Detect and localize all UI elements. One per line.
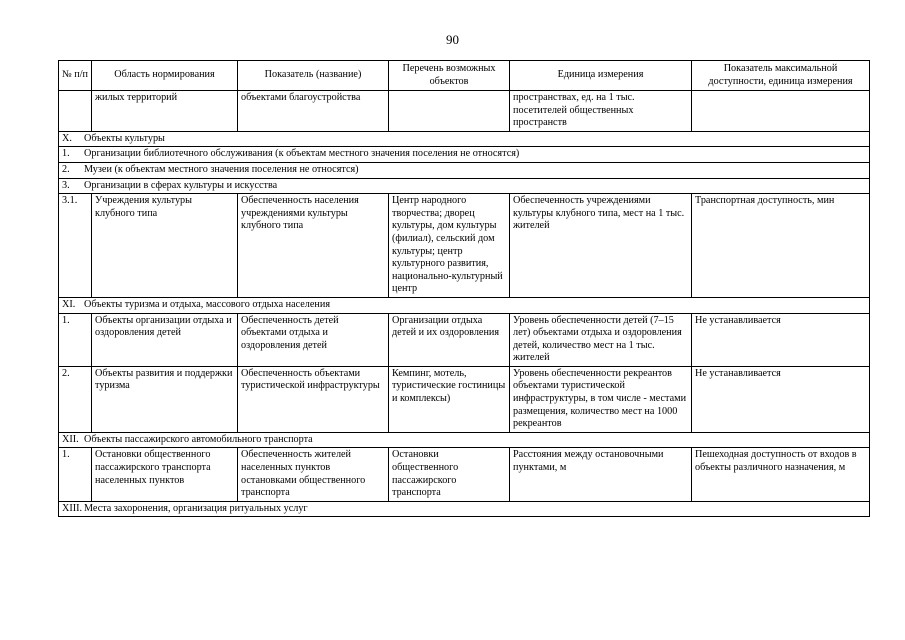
cell-num: 1. xyxy=(59,448,92,501)
cell-indicator: Обеспеченность населения учреждениями культуры клубного типа xyxy=(238,194,389,298)
section-title: Музеи (к объектам местного значения поселения не относятся) xyxy=(84,163,359,175)
page-number: 90 xyxy=(446,32,459,47)
cell-num: 3.1. xyxy=(59,194,92,298)
table-row xyxy=(59,194,870,298)
standards-table xyxy=(58,60,870,517)
table-row xyxy=(59,313,870,366)
header-objects: Перечень возможных объектов xyxy=(389,61,510,91)
cell-unit: Уровень обеспеченности рекреантов объектами туристической инфраструктуры, в том числе - местами размещения, количество мест на 1000 рекреантов xyxy=(510,366,692,432)
cell-max-indicator: Транспортная доступность, мин xyxy=(692,194,870,298)
section-row xyxy=(59,178,870,194)
section-number: X. xyxy=(62,132,72,144)
cell-num xyxy=(59,91,92,132)
section-title: Организации библиотечного обслуживания (к объектам местного значения поселения не относятся) xyxy=(84,148,520,160)
section-title: Объекты туризма и отдыха, массового отдыха населения xyxy=(84,298,330,310)
cell-area: Учреждения культуры клубного типа xyxy=(92,194,238,298)
table-row xyxy=(59,448,870,501)
section-number: XI. xyxy=(62,298,76,310)
cell-objects: Организации отдыха детей и их оздоровления xyxy=(389,313,510,366)
section-number: XIII. xyxy=(62,502,83,514)
section-cell xyxy=(59,178,870,194)
header-max-indicator: Показатель максимальной доступности, единица измерения xyxy=(692,61,870,91)
cell-indicator: Обеспеченность жителей населенных пунктов остановками общественного транспорта xyxy=(238,448,389,501)
cell-objects: Остановки общественного пассажирского транспорта xyxy=(389,448,510,501)
section-title: Места захоронения, организация ритуальных услуг xyxy=(84,502,308,514)
table-row xyxy=(59,91,870,132)
header-indicator: Показатель (название) xyxy=(238,61,389,91)
cell-objects xyxy=(389,91,510,132)
section-cell xyxy=(59,162,870,178)
section-row xyxy=(59,131,870,147)
section-row xyxy=(59,162,870,178)
section-row xyxy=(59,147,870,163)
section-title: Объекты пассажирского автомобильного транспорта xyxy=(84,433,313,445)
cell-objects: Кемпинг, мотель, туристические гостиницы и комплексы) xyxy=(389,366,510,432)
cell-area: Объекты организации отдыха и оздоровления детей xyxy=(92,313,238,366)
cell-max-indicator: Пешеходная доступность от входов в объекты различного назначения, м xyxy=(692,448,870,501)
section-cell xyxy=(59,147,870,163)
cell-area: Объекты развития и поддержки туризма xyxy=(92,366,238,432)
section-title: Объекты культуры xyxy=(84,132,165,144)
cell-area: жилых территорий xyxy=(92,91,238,132)
cell-unit: Обеспеченность учреждениями культуры клубного типа, мест на 1 тыс. жителей xyxy=(510,194,692,298)
cell-unit: Расстояния между остановочными пунктами, м xyxy=(510,448,692,501)
section-number: 3. xyxy=(62,179,70,191)
header-num: № п/п xyxy=(59,61,92,91)
cell-num: 1. xyxy=(59,313,92,366)
section-row xyxy=(59,432,870,448)
section-cell xyxy=(59,501,870,517)
section-number: 1. xyxy=(62,148,70,160)
cell-unit: пространствах, ед. на 1 тыс. посетителей общественных пространств xyxy=(510,91,692,132)
table-header-row xyxy=(59,61,870,91)
section-cell xyxy=(59,432,870,448)
cell-indicator: объектами благоустройства xyxy=(238,91,389,132)
table-body xyxy=(59,91,870,517)
section-number: XII. xyxy=(62,433,79,445)
section-number: 2. xyxy=(62,163,70,175)
header-area: Область нормирования xyxy=(92,61,238,91)
section-row xyxy=(59,297,870,313)
cell-max-indicator: Не устанавливается xyxy=(692,366,870,432)
section-row xyxy=(59,501,870,517)
section-title: Организации в сферах культуры и искусства xyxy=(84,179,278,191)
cell-objects: Центр народного творчества; дворец культуры, дом культуры (филиал), сельский дом культуры; центр культурного развития, национально-культурный центр xyxy=(389,194,510,298)
cell-num: 2. xyxy=(59,366,92,432)
cell-max-indicator xyxy=(692,91,870,132)
cell-indicator: Обеспеченность детей объектами отдыха и оздоровления детей xyxy=(238,313,389,366)
cell-unit: Уровень обеспеченности детей (7–15 лет) объектами отдыха и оздоровления детей, количество мест на 1 тыс. жителей xyxy=(510,313,692,366)
table-row xyxy=(59,366,870,432)
header-unit: Единица измерения xyxy=(510,61,692,91)
section-cell xyxy=(59,297,870,313)
cell-max-indicator: Не устанавливается xyxy=(692,313,870,366)
cell-area: Остановки общественного пассажирского транспорта населенных пунктов xyxy=(92,448,238,501)
cell-indicator: Обеспеченность объектами туристической инфраструктуры xyxy=(238,366,389,432)
section-cell xyxy=(59,131,870,147)
